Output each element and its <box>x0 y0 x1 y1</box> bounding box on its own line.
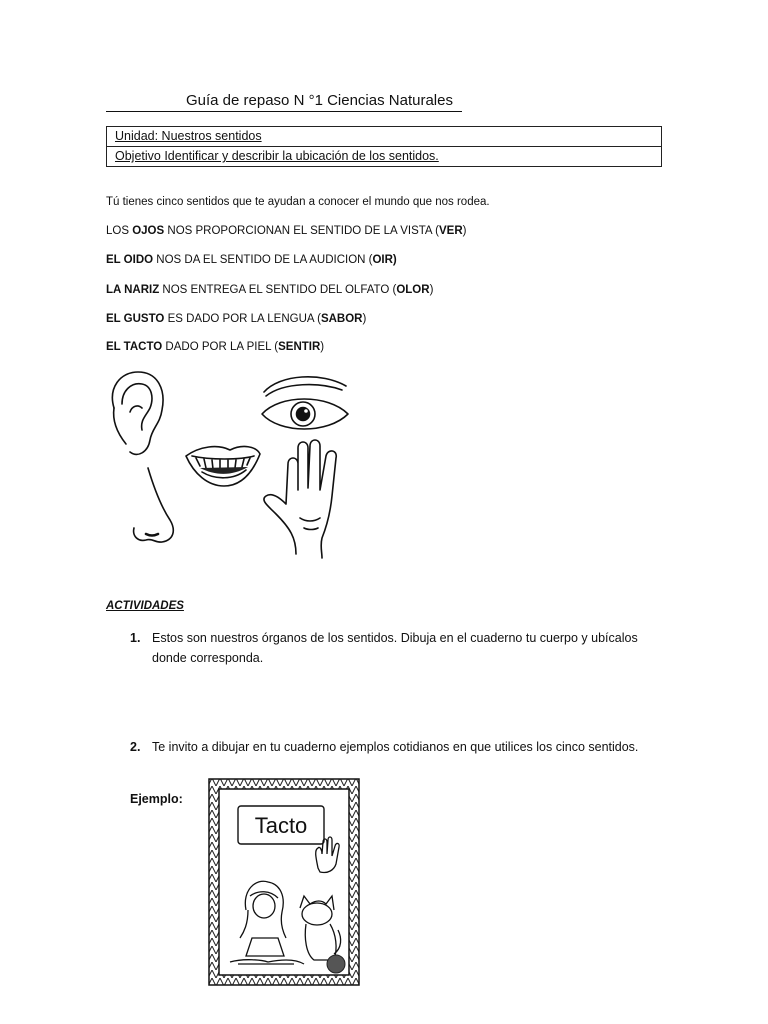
example-label: Ejemplo: <box>130 792 183 806</box>
activity-number: 1. <box>130 631 141 645</box>
hand-icon <box>264 440 336 558</box>
card-label: Tacto <box>254 813 308 838</box>
sense-line-gusto: EL GUSTO ES DADO POR LA LENGUA (SABOR) <box>106 313 367 325</box>
activity-text: Te invito a dibujar en tu cuaderno ejemplos cotidianos en que utilices los cinco sentidos. <box>152 740 639 754</box>
sense-line-tacto: EL TACTO DADO POR LA PIEL (SENTIR) <box>106 341 325 353</box>
objective-row: Objetivo Identificar y describir la ubicación de los sentidos. <box>107 146 661 166</box>
page-title: Guía de repaso N °1 Ciencias Naturales <box>186 92 453 109</box>
activity-text: Estos son nuestros órganos de los sentidos. Dibuja en el cuaderno tu cuerpo y ubícalos donde corresponda. <box>152 631 638 665</box>
eye-icon <box>262 377 348 429</box>
seal-icon <box>327 955 345 973</box>
sense-line-audicion: EL OIDO NOS DA EL SENTIDO DE LA AUDICION (OIR) <box>106 254 397 266</box>
intro-text: Tú tienes cinco sentidos que te ayudan a conocer el mundo que nos rodea. <box>106 196 490 208</box>
ear-icon <box>112 372 163 454</box>
unit-table <box>106 126 662 167</box>
sense-organs-illustration <box>100 368 360 563</box>
unit-row: Unidad: Nuestros sentidos <box>115 129 262 143</box>
mouth-icon <box>186 447 260 486</box>
tacto-example-card <box>208 778 360 986</box>
sense-line-vista: LOS OJOS NOS PROPORCIONAN EL SENTIDO DE LA VISTA (VER) <box>106 225 467 237</box>
sense-line-olfato: LA NARIZ NOS ENTREGA EL SENTIDO DEL OLFATO (OLOR) <box>106 284 434 296</box>
title-underline <box>106 111 462 112</box>
nose-icon <box>134 468 174 542</box>
activities-heading: ACTIVIDADES <box>106 600 184 612</box>
activity-number: 2. <box>130 740 141 754</box>
